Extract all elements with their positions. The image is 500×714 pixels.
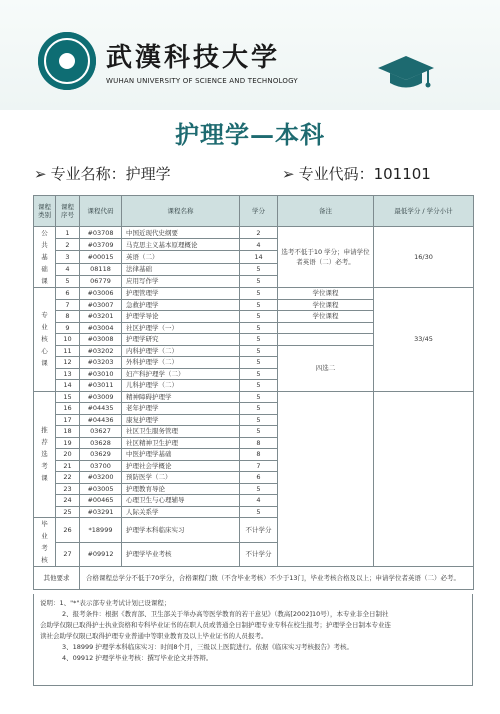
min-credit-cell: 16/30 <box>374 227 474 288</box>
course-code: #04436 <box>80 414 122 426</box>
course-credit: 4 <box>240 239 278 251</box>
col-header: 最低学分 / 学分小计 <box>374 196 474 227</box>
col-header: 课程类别 <box>34 196 56 227</box>
course-credit: 5 <box>240 506 278 518</box>
course-no: 4 <box>56 263 80 275</box>
course-name: 社区精神卫生护理 <box>122 437 240 449</box>
course-credit: 5 <box>240 414 278 426</box>
course-code: #04435 <box>80 403 122 415</box>
category-cell: 专 业 核 心 课 <box>34 288 56 392</box>
col-header: 课程序号 <box>56 196 80 227</box>
col-header: 课程名称 <box>122 196 240 227</box>
course-credit: 5 <box>240 311 278 323</box>
course-name: 护理学本科临床实习 <box>122 518 240 543</box>
table-header-row <box>34 196 474 227</box>
course-code: #03008 <box>80 334 122 346</box>
course-code: 03627 <box>80 426 122 438</box>
course-name: 精神障碍护理学 <box>122 391 240 403</box>
course-code: 03700 <box>80 460 122 472</box>
course-code: #00465 <box>80 495 122 507</box>
graduation-cap-icon <box>376 52 436 92</box>
course-code: #03006 <box>80 288 122 300</box>
other-req-label: 其他要求 <box>34 567 80 590</box>
course-no: 16 <box>56 403 80 415</box>
course-code: #09912 <box>80 542 122 567</box>
course-name: 护理学毕业考核 <box>122 542 240 567</box>
course-no: 14 <box>56 380 80 392</box>
course-no: 13 <box>56 368 80 380</box>
course-name: 护理社会学概论 <box>122 460 240 472</box>
course-name: 急救护理学 <box>122 299 240 311</box>
course-name: 儿科护理学（二） <box>122 380 240 392</box>
note-line: 2、报考条件：根据《教育部、卫生部关于举办高等医学教育的若干意见》（教高[2002]10号），本专业非全日制社 <box>62 610 389 618</box>
course-name: 法律基础 <box>122 263 240 275</box>
course-credit: 6 <box>240 472 278 484</box>
major-name: ➢ 专业名称：护理学 <box>34 165 171 183</box>
course-name: 中医护理学基础 <box>122 449 240 461</box>
course-name: 护理学导论 <box>122 311 240 323</box>
course-no: 8 <box>56 311 80 323</box>
course-credit: 5 <box>240 299 278 311</box>
course-credit: 5 <box>240 263 278 275</box>
course-code: #00015 <box>80 251 122 263</box>
course-no: 11 <box>56 345 80 357</box>
course-credit: 2 <box>240 227 278 239</box>
course-code: #03010 <box>80 368 122 380</box>
course-no: 15 <box>56 391 80 403</box>
note-line: 4、09912 护理学毕业考核：撰写毕业论文并答辩。 <box>62 654 213 662</box>
col-header: 课程代码 <box>80 196 122 227</box>
course-code: 03628 <box>80 437 122 449</box>
course-no: 27 <box>56 542 80 567</box>
university-logo <box>38 32 298 90</box>
course-no: 22 <box>56 472 80 484</box>
course-credit: 7 <box>240 460 278 472</box>
course-no: 23 <box>56 483 80 495</box>
course-no: 12 <box>56 357 80 369</box>
course-credit: 4 <box>240 495 278 507</box>
notes-box <box>33 594 473 686</box>
remark-cell: 四选二 <box>278 345 374 391</box>
course-no: 25 <box>56 506 80 518</box>
course-credit: 5 <box>240 275 278 287</box>
course-code: #03202 <box>80 345 122 357</box>
header-banner <box>0 0 500 110</box>
course-code: #03009 <box>80 391 122 403</box>
university-seal-icon <box>38 32 96 90</box>
note-line: 会助学仅限已取得护士执业资格和专科毕业证书的在职人员或普通全日制护理专业专科在校生报考；护理学全日制本专业连 <box>40 621 391 629</box>
course-credit: 8 <box>240 437 278 449</box>
course-credit: 5 <box>240 380 278 392</box>
course-no: 17 <box>56 414 80 426</box>
course-code: #03005 <box>80 483 122 495</box>
remark-cell <box>278 391 374 567</box>
course-no: 26 <box>56 518 80 543</box>
course-no: 5 <box>56 275 80 287</box>
course-code: #03004 <box>80 322 122 334</box>
category-cell: 推 荐 选 考 课 <box>34 391 56 518</box>
course-name: 马克思主义基本原理概论 <box>122 239 240 251</box>
course-credit: 5 <box>240 357 278 369</box>
other-req-row <box>34 567 474 590</box>
course-code: #03709 <box>80 239 122 251</box>
remark-cell: 学位课程 <box>278 311 374 323</box>
course-no: 18 <box>56 426 80 438</box>
course-name: 社区卫生服务管理 <box>122 426 240 438</box>
course-code: #03203 <box>80 357 122 369</box>
course-name: 英语（二） <box>122 251 240 263</box>
course-table <box>33 195 474 590</box>
course-credit: 不计学分 <box>240 518 278 543</box>
course-no: 20 <box>56 449 80 461</box>
course-credit: 5 <box>240 345 278 357</box>
course-code: #03708 <box>80 227 122 239</box>
course-code: #03007 <box>80 299 122 311</box>
course-name: 应用写作学 <box>122 275 240 287</box>
course-credit: 5 <box>240 322 278 334</box>
col-header: 备注 <box>278 196 374 227</box>
remark-cell: 学位课程 <box>278 299 374 311</box>
table-row <box>34 227 474 239</box>
min-credit-cell: 33/45 <box>374 288 474 392</box>
course-credit: 5 <box>240 483 278 495</box>
course-code: *18999 <box>80 518 122 543</box>
course-name: 预防医学（二） <box>122 472 240 484</box>
course-name: 康复护理学 <box>122 414 240 426</box>
course-code: #03291 <box>80 506 122 518</box>
page-title: 护理学—本科 <box>175 120 325 149</box>
course-no: 10 <box>56 334 80 346</box>
course-name: 人际关系学 <box>122 506 240 518</box>
course-name: 老年护理学 <box>122 403 240 415</box>
course-no: 7 <box>56 299 80 311</box>
course-name: 护理教育导论 <box>122 483 240 495</box>
course-name: 心理卫生与心理辅导 <box>122 495 240 507</box>
category-cell: 公 共 基 础 课 <box>34 227 56 288</box>
course-code: 06779 <box>80 275 122 287</box>
remark-cell <box>278 334 374 346</box>
course-no: 9 <box>56 322 80 334</box>
course-credit: 5 <box>240 391 278 403</box>
course-no: 21 <box>56 460 80 472</box>
min-credit-cell <box>374 391 474 567</box>
course-credit: 5 <box>240 426 278 438</box>
table-row <box>34 391 474 403</box>
university-name-cn: 武漢科技大学 <box>106 43 281 73</box>
course-name: 护理管理学 <box>122 288 240 300</box>
course-credit: 14 <box>240 251 278 263</box>
course-code: #03201 <box>80 311 122 323</box>
course-name: 中国近现代史纲要 <box>122 227 240 239</box>
other-req-text: 合格课程总学分不低于70学分，合格课程门数（不含毕业考核）不少于13门，毕业考核合格及以上；申请学位者英语（二）必考。 <box>80 567 474 590</box>
course-credit: 5 <box>240 368 278 380</box>
course-no: 3 <box>56 251 80 263</box>
course-code: 03629 <box>80 449 122 461</box>
course-name: 妇产科护理学（二） <box>122 368 240 380</box>
course-name: 社区护理学（一） <box>122 322 240 334</box>
course-no: 6 <box>56 288 80 300</box>
course-code: #03011 <box>80 380 122 392</box>
course-no: 1 <box>56 227 80 239</box>
major-code: ➢ 专业代码：101101 <box>282 165 431 183</box>
col-header: 学分 <box>240 196 278 227</box>
note-line: 3、18999 护理学本科临床实习：时间8个月，三级以上医院进行。依据《临床实习考核报告》考核。 <box>62 643 354 651</box>
course-code: #03200 <box>80 472 122 484</box>
remark-cell: 选考不低于10 学分；申请学位者英语（二）必考。 <box>278 227 374 288</box>
note-line: 说明：1、"*"表示部专业考试计划已设课程； <box>40 599 171 607</box>
course-name: 护理学研究 <box>122 334 240 346</box>
university-name-en: WUHAN UNIVERSITY OF SCIENCE AND TECHNOLOGY <box>106 77 298 85</box>
course-credit: 不计学分 <box>240 542 278 567</box>
course-credit: 5 <box>240 403 278 415</box>
remark-cell: 学位课程 <box>278 288 374 300</box>
course-no: 19 <box>56 437 80 449</box>
course-credit: 5 <box>240 334 278 346</box>
course-name: 内科护理学（二） <box>122 345 240 357</box>
note-line: 读社会助学仅限已取得护理专业普通中等职业教育及以上毕业证书的人员报考。 <box>40 632 268 640</box>
category-cell: 毕 业 考 核 <box>34 518 56 567</box>
course-no: 2 <box>56 239 80 251</box>
remark-cell <box>278 322 374 334</box>
course-code: 08118 <box>80 263 122 275</box>
course-credit: 8 <box>240 449 278 461</box>
table-row <box>34 288 474 300</box>
course-credit: 5 <box>240 288 278 300</box>
course-no: 24 <box>56 495 80 507</box>
course-name: 外科护理学（二） <box>122 357 240 369</box>
